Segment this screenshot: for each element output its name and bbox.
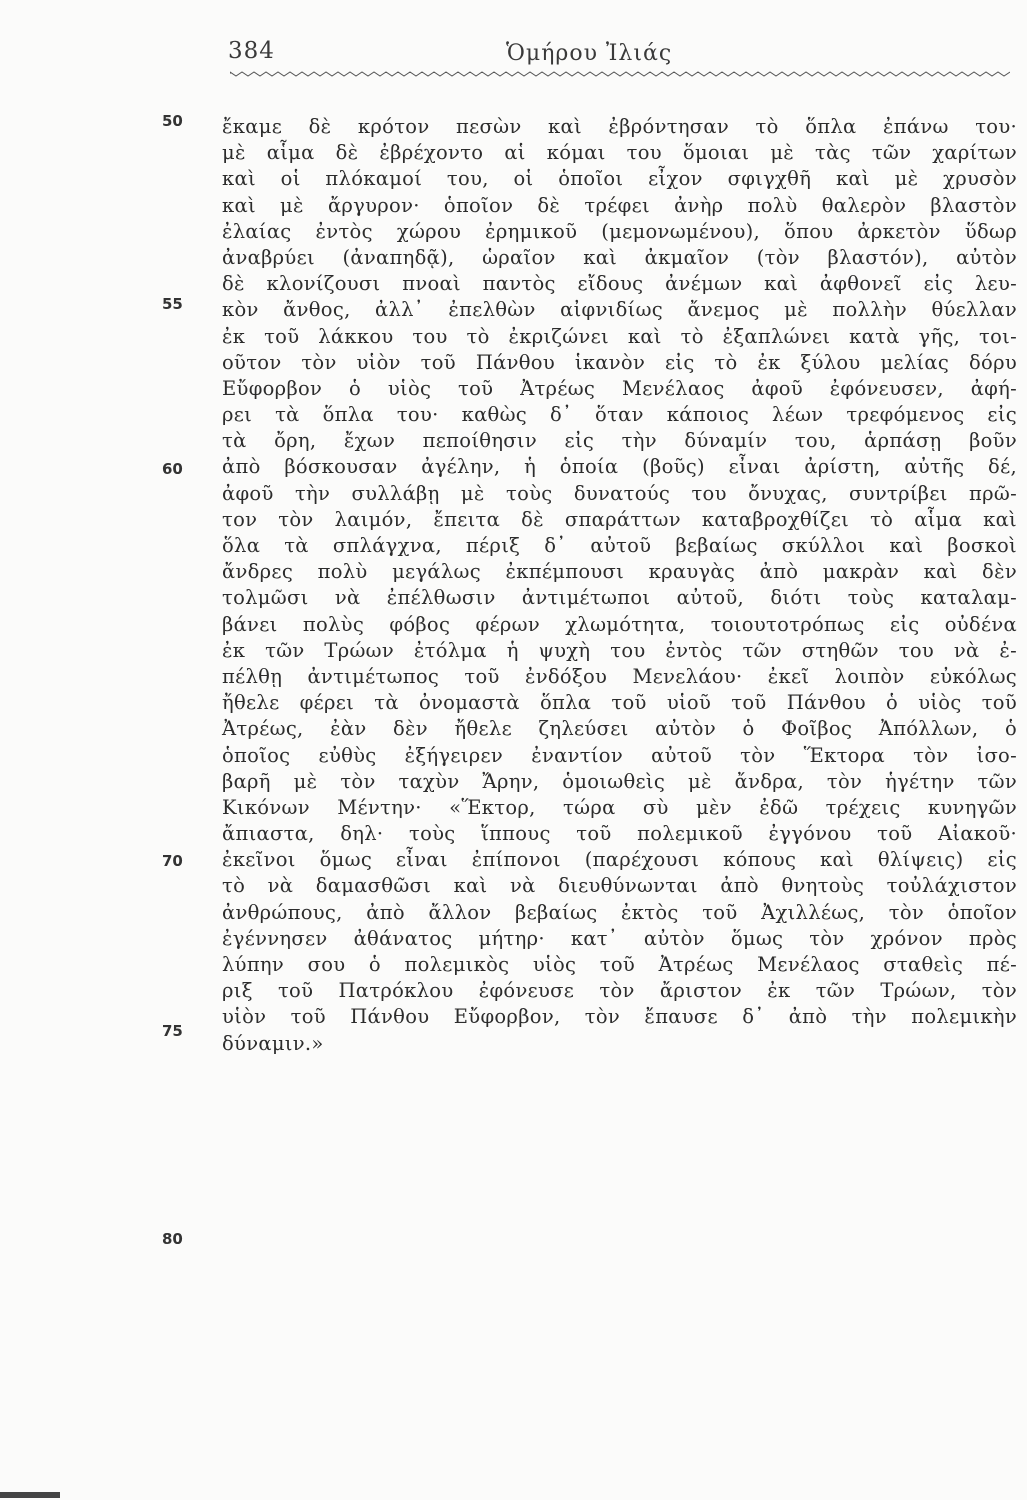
line-number: 80: [162, 1230, 183, 1248]
text-line: ἐγέννησεν ἀθάνατος μήτηρ· κατ᾽ αὐτὸν ὅμως τὸν χρόνον πρὸς: [222, 926, 1017, 950]
line-number: 75: [162, 1022, 183, 1040]
text-line: τον τὸν λαιμόν, ἔπειτα δὲ σπαράττων καταβροχθίζει τὸ αἷμα καὶ: [222, 507, 1017, 531]
text-line-final: δύναμιν.»: [222, 1031, 324, 1055]
text-line: κὸν ἄνθος, ἀλλ᾽ ἐπελθὼν αἰφνιδίως ἄνεμος μὲ πολλὴν θύελλαν: [222, 298, 1017, 322]
text-line: βαρῆ μὲ τὸν ταχὺν Ἄρην, ὁμοιωθεὶς μὲ ἄνδρα, τὸν ἡγέτην τῶν: [222, 769, 1017, 793]
scan-edge-mark: [0, 1492, 60, 1498]
text-line: ἀναβρύει (ἀναπηδᾷ), ὡραῖον καὶ ἀκμαῖον (τὸν βλαστόν), αὐτὸν: [222, 245, 1017, 269]
text-line: καὶ οἱ πλόκαμοί του, οἱ ὁποῖοι εἶχον σφιγχθῆ καὶ μὲ χρυσὸν: [222, 167, 1017, 191]
text-line: Εὔφορβον ὁ υἱὸς τοῦ Ἀτρέως Μενέλαος ἀφοῦ ἐφόνευσεν, ἀφή-: [222, 376, 1017, 400]
text-line: καὶ μὲ ἄργυρον· ὁποῖον δὲ τρέφει ἀνὴρ πολὺ θαλερὸν βλαστὸν: [222, 193, 1017, 217]
line-number: 55: [162, 295, 183, 313]
line-number: 50: [162, 112, 183, 130]
text-line: ἐλαίας ἐντὸς χώρου ἐρημικοῦ (μεμονωμένου), ὅπου ἀρκετὸν ὕδωρ: [222, 219, 1017, 243]
body-text: [222, 114, 1017, 1057]
text-line: ἀνθρώπους, ἀπὸ ἄλλον βεβαίως ἐκτὸς τοῦ Ἀχιλλέως, τὸν ὁποῖον: [222, 900, 1017, 924]
text-line: οῦτον τὸν υἱὸν τοῦ Πάνθου ἱκανὸν εἰς τὸ ἐκ ξύλου μελίας δόρυ: [222, 350, 1017, 374]
text-line: πέλθῃ ἀντιμέτωπος τοῦ ἐνδόξου Μενελάου· ἐκεῖ λοιπὸν εὐκόλως: [222, 664, 1017, 688]
text-line: βάνει πολὺς φόβος φέρων χλωμότητα, τοιουτοτρόπως εἰς οὐδένα: [222, 612, 1017, 636]
text-line: τὰ ὄρη, ἔχων πεποίθησιν εἰς τὴν δύναμίν του, ἁρπάσῃ βοῦν: [222, 429, 1017, 453]
text-line: ἐκ τοῦ λάκκου του τὸ ἐκριζώνει καὶ τὸ ἐξαπλώνει κατὰ γῆς, τοι-: [222, 324, 1017, 348]
text-line: ἀπὸ βόσκουσαν ἀγέλην, ἡ ὁποία (βοῦς) εἶναι ἀρίστη, αὐτῆς δέ,: [222, 455, 1017, 479]
page-number: 384: [228, 38, 275, 64]
text-line: τολμῶσι νὰ ἐπέλθωσιν ἀντιμέτωποι αὐτοῦ, διότι τοὺς καταλαμ-: [222, 586, 1017, 610]
text-line: μὲ αἷμα δὲ ἐβρέχοντο αἱ κόμαι του ὅμοιαι μὲ τὰς τῶν χαρίτων: [222, 141, 1017, 165]
text-line: δὲ κλονίζουσι πνοαὶ παντὸς εἴδους ἀνέμων καὶ ἀφθονεῖ εἰς λευ-: [222, 272, 1017, 296]
text-line: ἐκ τῶν Τρώων ἐτόλμα ἡ ψυχὴ του ἐντὸς τῶν στηθῶν του νὰ ἐ-: [222, 638, 1017, 662]
text-line: ὅλα τὰ σπλάγχνα, πέριξ δ᾽ αὐτοῦ βεβαίως σκύλλοι καὶ βοσκοὶ: [222, 534, 1017, 557]
line-number: 70: [162, 852, 183, 870]
text-line: Κικόνων Μέντην· «Ἕκτορ, τώρα σὺ μὲν ἐδῶ τρέχεις κυνηγῶν: [222, 795, 1017, 819]
text-line: υἱὸν τοῦ Πάνθου Εὔφορβον, τὸν ἔπαυσε δ᾽ ἀπὸ τὴν πολεμικὴν: [222, 1005, 1017, 1029]
header-wavy-rule: [230, 70, 1010, 78]
wavy-rule-graphic: [230, 70, 1010, 78]
text-line: ἄπιαστα, δηλ· τοὺς ἵππους τοῦ πολεμικοῦ ἐγγόνου τοῦ Αἰακοῦ·: [222, 822, 1017, 846]
text-line: ἤθελε φέρει τὰ ὀνομαστὰ ὅπλα τοῦ υἱοῦ τοῦ Πάνθου ὁ υἱὸς τοῦ: [222, 691, 1017, 715]
text-line: ἐκεῖνοι ὅμως εἶναι ἐπίπονοι (παρέχουσι κόπους καὶ θλίψεις) εἰς: [222, 848, 1017, 872]
text-line: ρει τὰ ὅπλα του· καθὼς δ᾽ ὅταν κάποιος λέων τρεφόμενος εἰς: [222, 403, 1017, 427]
text-line: λύπην σου ὁ πολεμικὸς υἱὸς τοῦ Ἀτρέως Μενέλαος σταθεὶς πέ-: [222, 953, 1017, 976]
running-title: Ὁμήρου Ἰλιάς: [506, 41, 673, 66]
line-number-margin: [0, 0, 200, 1500]
line-number: 60: [162, 460, 183, 478]
text-line: ὁποῖος εὐθὺς ἐξήγειρεν ἐναντίον αὐτοῦ τὸν Ἕκτορα τὸν ἰσο-: [222, 743, 1017, 767]
text-line: ριξ τοῦ Πατρόκλου ἐφόνευσε τὸν ἄριστον ἐκ τῶν Τρώων, τὸν: [222, 979, 1017, 1003]
text-line: Ἀτρέως, ἐὰν δὲν ἤθελε ζηλεύσει αὐτὸν ὁ Φοῖβος Ἀπόλλων, ὁ: [222, 717, 1017, 741]
text-line: ἄνδρες πολὺ μεγάλως ἐκπέμπουσι κραυγὰς ἀπὸ μακρὰν καὶ δὲν: [222, 560, 1017, 584]
text-line: ἔκαμε δὲ κρότον πεσὼν καὶ ἐβρόντησαν τὸ ὅπλα ἐπάνω του·: [222, 115, 1017, 138]
text-line: ἀφοῦ τὴν συλλάβῃ μὲ τοὺς δυνατούς του ὄνυχας, συντρίβει πρῶ-: [222, 481, 1017, 505]
text-line: τὸ νὰ δαμασθῶσι καὶ νὰ διευθύνωνται ἀπὸ θνητοὺς τοὐλάχιστον: [222, 874, 1017, 898]
